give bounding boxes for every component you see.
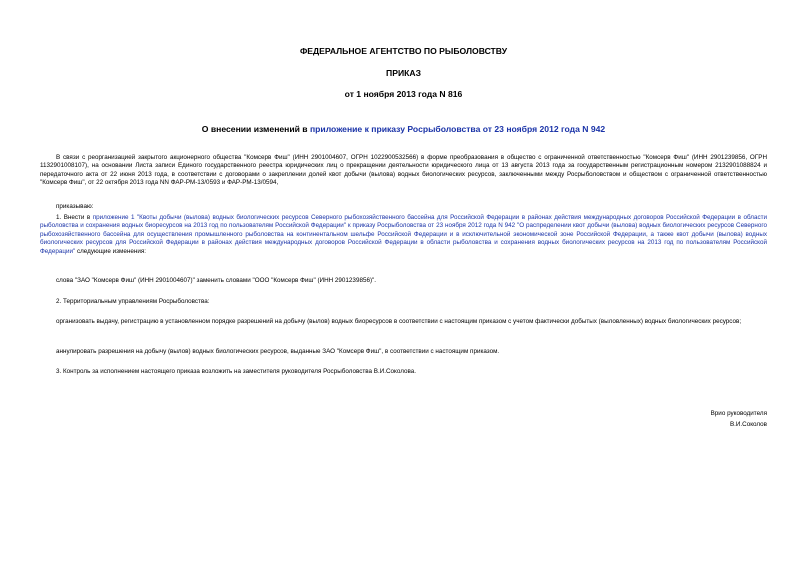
- title-prefix: О внесении изменений в: [201, 124, 310, 134]
- paragraph-preamble: В связи с реорганизацией закрытого акционерного общества "Комсерв Фиш" (ИНН 2901004607, ОГРН 1022900532566) в форме преобразования в общество с ограниченной ответственностью "Комсерв Фиш" (ИНН 2901239856, ОГРН 1132901008107), на основании Листа записи Единого государственного реестра юридических лиц о прекращении деятельности юридического лица от 13 августа 2013 года за государственным регистрационным номером 2132901088824 и передаточного акта от 22 июня 2013 года, в соответствии с договорами о закреплении долей квот добычи (вылова) водных биологических ресурсов, заключенными между Росрыболовством и обществом с ограниченной ответственностью "Комсерв Фиш", от 22 октября 2013 года NN ФАР-РМ-13/0593 и ФАР-РМ-13/0594,: [40, 154, 767, 187]
- paragraph-organize: организовать выдачу, регистрацию в установленном порядке разрешений на добычу (вылов) водных биоресурсов в соответствии с настоящим приказом с учетом фактически добытых (выловленных) водных биологических ресурсов;: [56, 318, 742, 325]
- paragraph-annul: аннулировать разрешения на добычу (вылов) водных биологических ресурсов, выданные ЗАО "Комсерв Фиш", в соответствии с настоящим приказом.: [56, 348, 500, 355]
- signature-name: В.И.Соколов: [729, 421, 767, 428]
- document-title: [0, 124, 807, 134]
- date-number-heading: от 1 ноября 2013 года N 816: [344, 89, 463, 99]
- doc-type-heading: ПРИКАЗ: [386, 68, 421, 78]
- title-link[interactable]: приложение к приказу Росрыболовства от 23 ноября 2012 года N 942: [309, 124, 606, 134]
- paragraph-replace-words: слова "ЗАО "Комсерв Фиш" (ИНН 2901004607)" заменить словами "ООО "Комсерв Фиш" (ИНН 2901239856)".: [56, 277, 377, 284]
- order-word: приказываю:: [56, 203, 94, 210]
- paragraph-item-1: [40, 214, 767, 256]
- paragraph-item-3: 3. Контроль за исполнением настоящего приказа возложить на заместителя руководителя Росрыболовства В.И.Соколова.: [56, 368, 417, 375]
- agency-heading: ФЕДЕРАЛЬНОЕ АГЕНТСТВО ПО РЫБОЛОВСТВУ: [299, 46, 508, 56]
- paragraph-item-2: 2. Территориальным управлениям Росрыболовства:: [56, 298, 210, 305]
- item-1-prefix: 1. Внести в: [56, 214, 93, 221]
- item-1-suffix: следующие изменения:: [75, 247, 147, 255]
- appendix-link[interactable]: приложение 1 "Квоты добычи (вылова) водных биологических ресурсов Северного рыбохозяйственного бассейна для Российской Федерации в районах действия международных договоров Российской Федерации в области рыболовства и сохранения водных биоресурсов на 2013 год по пользователям Российской Федерации" к приказу Росрыболовства от 23 ноября 2012 года N 942 "О распределении квот добычи (вылова) водных биологических ресурсов Северного рыбохозяйственного бассейна для осуществления промышленного рыболовства на континентальном шельфе Российской Федерации и в исключительной экономической зоне Российской Федерации, а также квот добычи (вылова) водных биологических ресурсов для Российской Федерации в районах действия международных договоров Российской Федерации в области рыболовства и сохранения водных биологических ресурсов на 2013 год по пользователям Российской Федерации": [40, 214, 767, 255]
- signature-position: Врио руководителя: [710, 410, 767, 417]
